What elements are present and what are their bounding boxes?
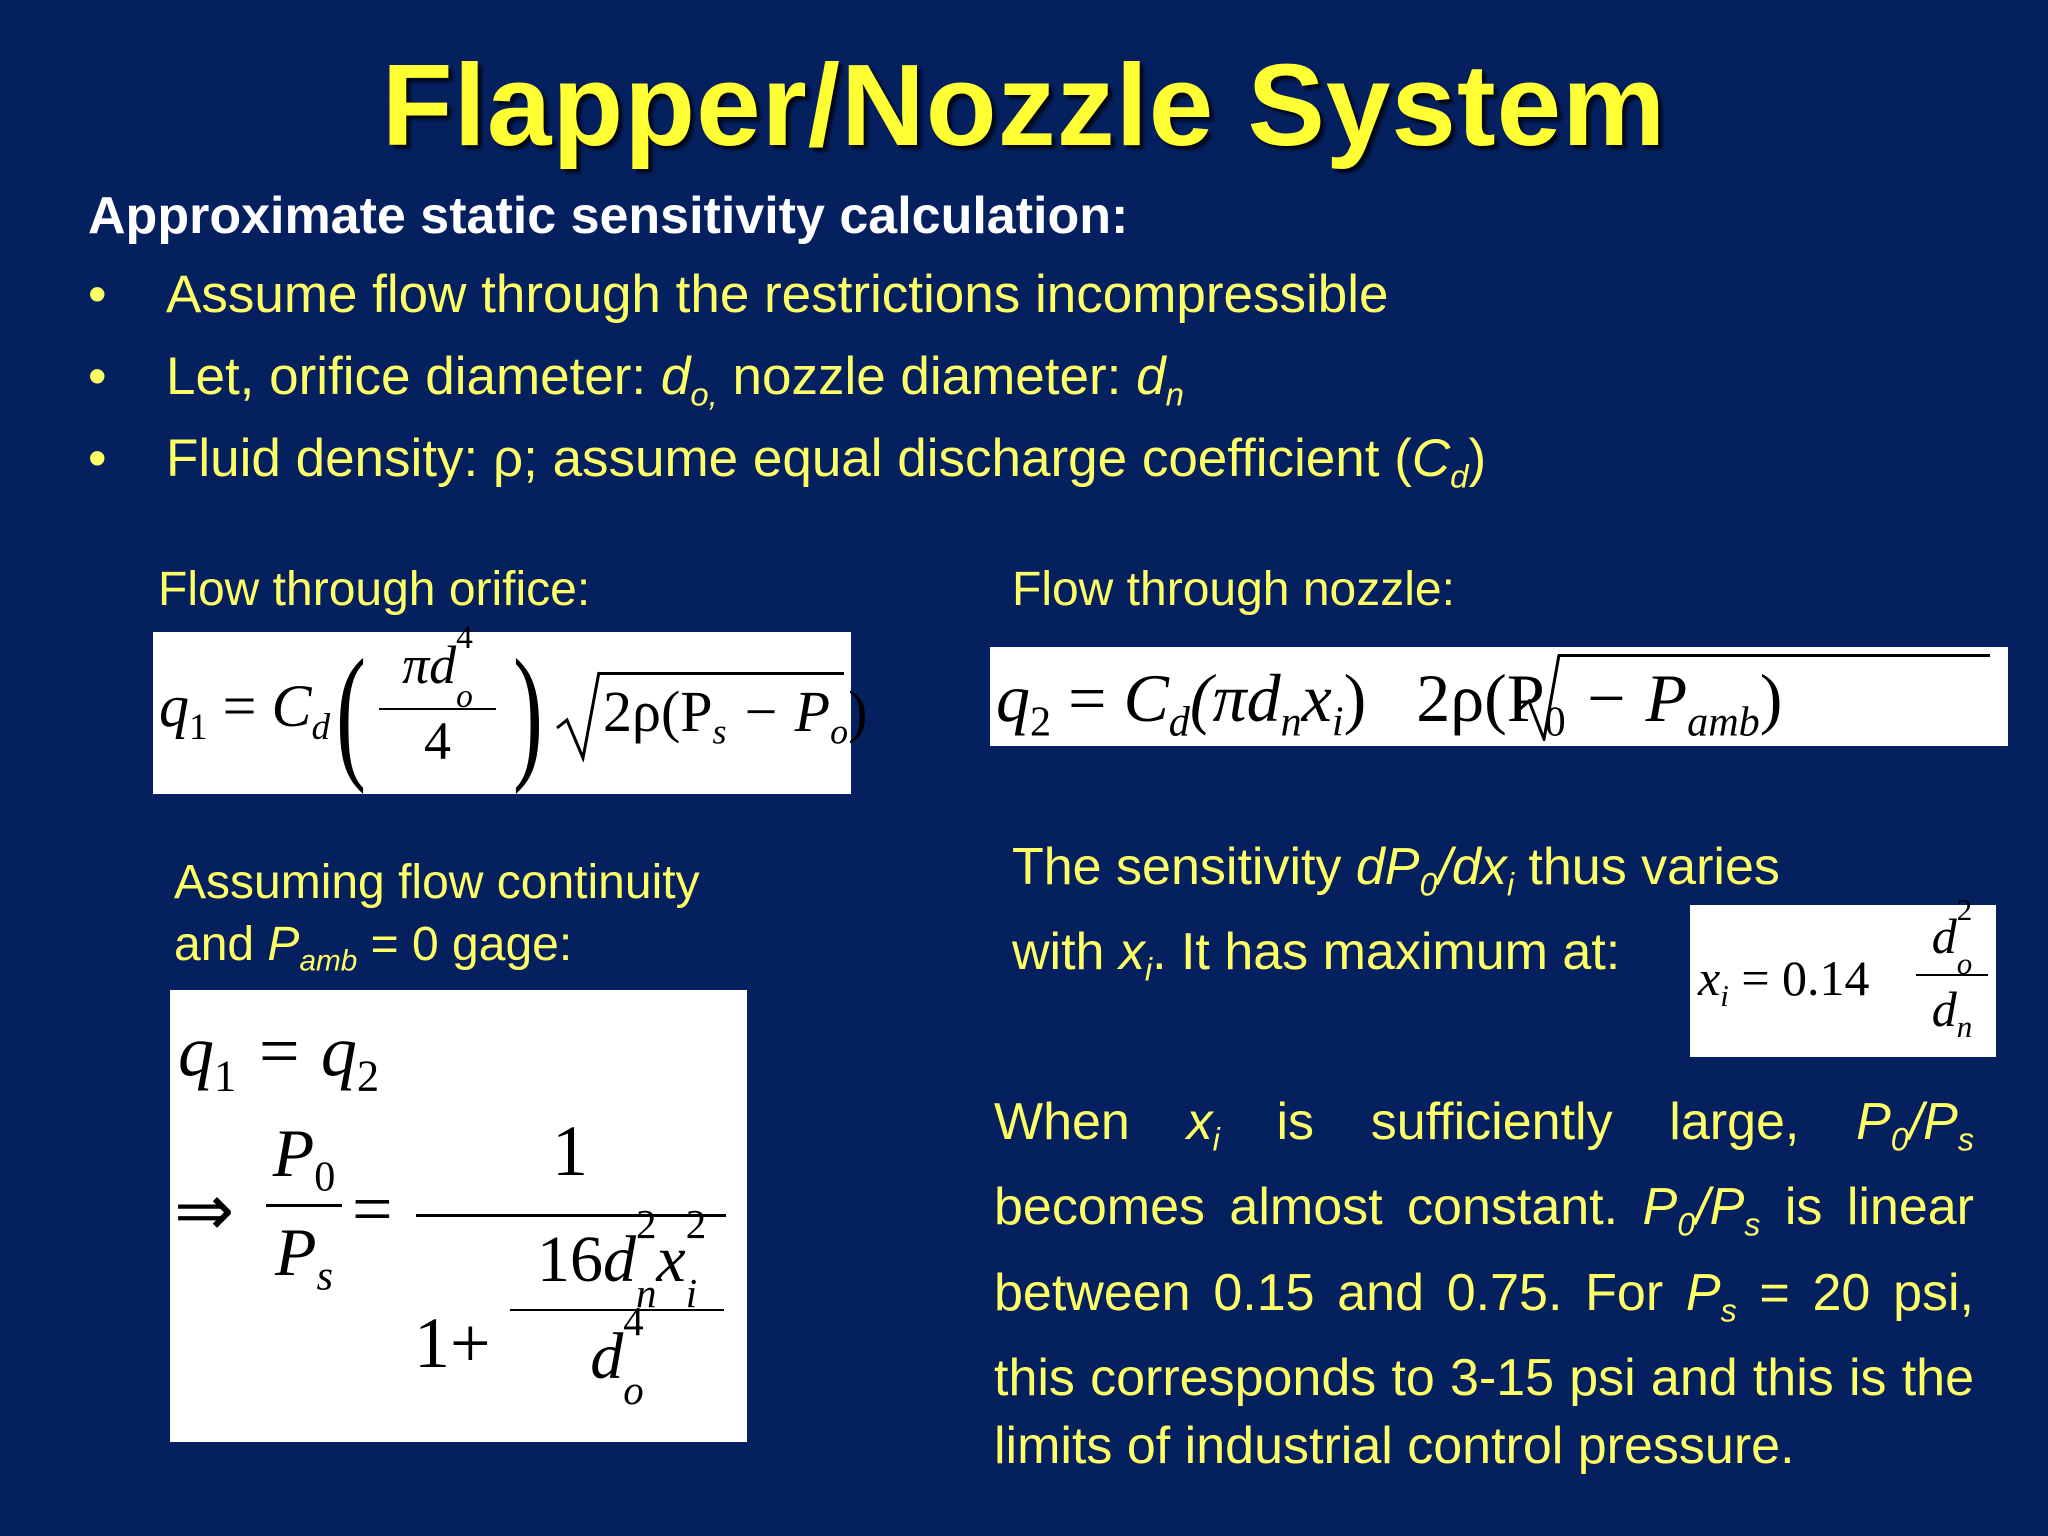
superscript: 2 xyxy=(1956,892,1973,927)
one-plus: 1+ xyxy=(414,1303,491,1383)
fraction-numerator xyxy=(266,1114,342,1202)
eq-symbol: q xyxy=(178,1011,214,1091)
nozzle-equation xyxy=(990,647,2008,746)
sqrt-bar xyxy=(599,672,844,675)
orifice-equation xyxy=(153,619,868,795)
var-p: P xyxy=(267,918,300,971)
fraction-numerator: 16d 2 $_n$x 2 $_i$ xyxy=(536,1202,707,1317)
text-part: is linear between 0.15 and 0.75. For xyxy=(994,1178,1975,1322)
continuity-label xyxy=(174,852,700,993)
subscript: o xyxy=(623,1368,644,1414)
bullet-text xyxy=(166,346,1184,414)
eq-symbol: q xyxy=(996,660,1030,736)
fraction-bar xyxy=(266,1204,342,1207)
var: /P xyxy=(1695,1178,1745,1237)
fraction-denominator: 4 xyxy=(424,710,451,771)
text-part: When xyxy=(994,1093,1187,1151)
eq-symbol: P xyxy=(275,1213,317,1290)
bullet-text-part: nozzle diameter: xyxy=(717,347,1137,406)
slide-subtitle: Approximate static sensitivity calculation: xyxy=(88,187,1129,245)
sensitivity-line1 xyxy=(1012,833,1780,918)
subscript: 1 xyxy=(214,1050,237,1101)
var-d: d xyxy=(1136,347,1166,406)
eq-text: − P xyxy=(726,679,831,744)
superscript: 4 xyxy=(623,1299,644,1345)
fraction-bar xyxy=(1916,974,1988,976)
subscript: amb xyxy=(1687,698,1760,746)
continuity-equation xyxy=(170,990,747,1442)
subscript: i xyxy=(1331,698,1344,746)
subscript: 1 xyxy=(189,707,208,748)
subscript: o xyxy=(1956,946,1973,981)
eq-symbol: P xyxy=(272,1115,315,1191)
subscript: d xyxy=(1168,698,1190,746)
subscript: 0 xyxy=(1890,1121,1909,1158)
eq-text: ) xyxy=(1343,660,1367,736)
eq-symbol: q xyxy=(159,673,189,739)
subscript: s xyxy=(712,711,727,752)
eq-text: − P xyxy=(1565,660,1688,736)
subscript: n xyxy=(1956,1009,1973,1044)
bullet-text: Assume flow through the restrictions incompressible xyxy=(166,265,1389,324)
eq-text: = q xyxy=(236,1011,357,1091)
sqrt-bar xyxy=(1558,654,1990,657)
eq-symbol: d xyxy=(1931,981,1957,1037)
subscript: 0 xyxy=(314,1153,336,1201)
eq-symbol: C xyxy=(271,673,312,739)
subscript: 0 xyxy=(1544,698,1566,746)
subscript: s xyxy=(1720,1292,1737,1329)
text-part: with xyxy=(1012,923,1119,982)
subscript: i xyxy=(685,1271,698,1317)
left-paren: ( xyxy=(336,629,366,795)
eq-sign: = xyxy=(1728,950,1783,1006)
text-part: thus varies xyxy=(1513,838,1780,896)
var-d: d xyxy=(660,347,691,406)
bullet-marker: • xyxy=(88,265,107,324)
max-equation-lhs xyxy=(1698,949,1870,1014)
eq-text: 2ρ(P xyxy=(603,679,713,744)
sqrt-content xyxy=(603,678,867,753)
sqrt-sign xyxy=(555,670,603,762)
sensitivity-text xyxy=(1012,833,1783,1006)
pressure-ratio xyxy=(266,1114,342,1300)
text-part: = 0 gage: xyxy=(357,918,573,971)
subscript: n xyxy=(635,1271,657,1317)
text-part: The sensitivity xyxy=(1012,838,1356,896)
subscript: i xyxy=(1212,1121,1220,1158)
subscript: i xyxy=(1506,866,1514,903)
var: /dx xyxy=(1437,838,1507,896)
fraction-denominator xyxy=(510,1299,724,1414)
text-part: becomes almost constant. xyxy=(994,1178,1643,1237)
eq-symbol: x xyxy=(1301,660,1332,736)
eq-symbol: x xyxy=(656,1223,686,1296)
eq-symbol: πd xyxy=(402,635,457,695)
continuity-line1: Assuming flow continuity xyxy=(174,856,700,909)
var: x xyxy=(1186,1093,1213,1151)
var: P xyxy=(1685,1263,1721,1322)
text-part: . It has maximum at: xyxy=(1152,923,1621,982)
text-part: = 20 psi, this corresponds to 3-15 psi and this is the limits of industrial control pressure. xyxy=(994,1263,1974,1476)
subscript: amb xyxy=(299,944,358,978)
inner-fraction xyxy=(510,1202,724,1414)
eq-symbol: C xyxy=(1123,660,1169,736)
subscript: n xyxy=(1165,375,1184,413)
eq-text: (πd xyxy=(1189,660,1281,736)
fraction-numerator xyxy=(1916,892,1988,981)
var: dP xyxy=(1355,838,1420,896)
orifice-equation-content xyxy=(159,672,330,749)
subscript: d xyxy=(1450,457,1469,495)
max-fraction xyxy=(1916,892,1988,1045)
max-equation xyxy=(1690,892,1996,1057)
slide-title: Flapper/Nozzle System xyxy=(381,40,1667,170)
eq-text: ) xyxy=(848,679,868,744)
bullet-marker: • xyxy=(88,347,107,406)
var: /P xyxy=(1908,1093,1958,1151)
continuity-row1 xyxy=(178,1010,379,1101)
subscript: i xyxy=(1144,951,1153,988)
var: P xyxy=(1856,1093,1891,1151)
subscript: s xyxy=(1957,1121,1974,1158)
eq-sign: = xyxy=(352,1169,393,1249)
subscript: 2 xyxy=(356,1050,380,1101)
orifice-fraction xyxy=(375,619,500,772)
superscript: 2 xyxy=(635,1202,657,1247)
subscript: 2 xyxy=(1030,698,1052,746)
superscript: 4 xyxy=(456,619,473,656)
bullet-text xyxy=(166,428,1486,496)
right-paren: ) xyxy=(513,629,543,795)
fraction-numerator xyxy=(375,619,500,715)
text-part: is sufficiently large, xyxy=(1219,1093,1857,1151)
bullet-text-part: Fluid density: ρ; assume equal discharge coefficient ( xyxy=(166,429,1412,488)
eq-symbol: d xyxy=(590,1320,624,1394)
fraction-denominator xyxy=(1916,980,1988,1045)
subscript: i xyxy=(1720,978,1729,1013)
eq-text: 2ρ(P xyxy=(1416,660,1545,736)
subscript: 0 xyxy=(1677,1206,1696,1243)
subscript: n xyxy=(1280,698,1302,746)
subscript: d xyxy=(311,707,331,748)
continuity-line2 xyxy=(174,914,700,993)
var: x xyxy=(1118,923,1145,982)
sensitivity-line2 xyxy=(1012,918,1780,1003)
var: P xyxy=(1642,1178,1678,1237)
bullet-marker: • xyxy=(88,429,107,488)
subscript: o, xyxy=(690,375,718,413)
fraction-denominator xyxy=(266,1213,342,1301)
eq-symbol: d xyxy=(1931,908,1957,964)
main-fraction-bar xyxy=(416,1214,726,1217)
text-part: and xyxy=(174,918,268,971)
subscript: o xyxy=(830,711,849,752)
nozzle-label: Flow through nozzle: xyxy=(1012,563,1455,616)
implies-arrow: ⇒ xyxy=(174,1171,235,1251)
bullet-text-part: ) xyxy=(1468,429,1487,488)
subscript: o xyxy=(456,677,473,715)
eq-text: ) xyxy=(1759,660,1783,736)
eq-sign: = xyxy=(222,673,257,739)
orifice-label: Flow through orifice: xyxy=(158,563,591,616)
nozzle-equation-content xyxy=(996,659,1782,747)
bullet-text-part: Let, orifice diameter: xyxy=(166,347,661,406)
subscript: 0 xyxy=(1419,866,1438,903)
superscript: 2 xyxy=(685,1202,707,1247)
var-c: C xyxy=(1411,429,1451,488)
eq-sign: = xyxy=(1051,660,1124,736)
conclusion-paragraph xyxy=(994,1088,1974,1480)
eq-symbol: x xyxy=(1698,950,1721,1006)
numerator-one: 1 xyxy=(552,1111,588,1191)
subscript: s xyxy=(316,1252,333,1300)
subscript: s xyxy=(1744,1206,1761,1243)
eq-value: 0.14 xyxy=(1782,950,1870,1006)
